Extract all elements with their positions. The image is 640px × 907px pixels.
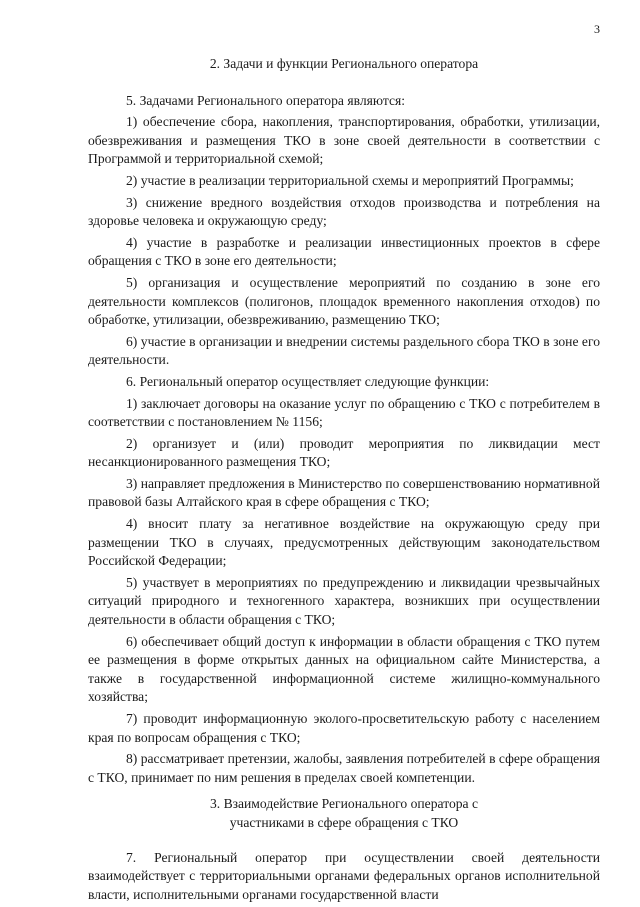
paragraph: 4) вносит плату за негативное воздействие на окружающую среду при размещении ТКО в случаях, предусмотренных действующим законодательством Российской Федерации; [88,516,600,569]
document-body [88,55,600,907]
paragraph: 7) проводит информационную эколого-просветительскую работу с населением края по вопросам обращения с ТКО; [88,711,600,745]
section-3-title-line-2: участниками в сфере обращения с ТКО [229,814,459,830]
section-3-title-line-1: 3. Взаимодействие Регионального оператора с [209,796,479,812]
paragraph: 8) рассматривает претензии, жалобы, заявления потребителей в сфере обращения с ТКО, принимает по ним решения в пределах своей компетенции. [88,751,601,785]
paragraph: 6. Региональный оператор осуществляет следующие функции: [126,373,490,389]
section-3-title [88,795,600,832]
paragraph: 2) организует и (или) проводит мероприятия по ликвидации мест несанкционированного размещения ТКО; [88,435,600,470]
paragraph: 7. Региональный оператор при осуществлении своей деятельности взаимодействует с территориальными органами федеральных органов исполнительной власти, исполнительными органами государственной власти [88,849,600,902]
paragraph: 6) участие в организации и внедрении системы раздельного сбора ТКО в зоне его деятельности. [88,333,600,368]
paragraph: 1) заключает договоры на оказание услуг по обращению с ТКО с потребителем в соответствии с постановлением № 1156; [88,395,600,430]
page-number: 3 [594,22,600,36]
paragraph: 2) участие в реализации территориальной схемы и мероприятий Программы; [126,172,574,188]
section-2-title: 2. Задачи и функции Регионального оператора [209,56,479,71]
paragraph: 5) участвует в мероприятиях по предупреждению и ликвидации чрезвычайных ситуаций природного и техногенного характера, возникших при осуществлении деятельности в области обращения с ТКО; [88,574,600,628]
paragraph: 5. Задачами Регионального оператора являются: [126,92,406,108]
paragraph: 3) направляет предложения в Министерство по совершенствованию нормативной правовой базы Алтайского края в сфере обращения с ТКО; [88,475,600,510]
paragraph: 3) снижение вредного воздействия отходов производства и потребления на здоровье человека и окружающую среду; [88,194,600,229]
paragraph: 5) организация и осуществление мероприятий по созданию в зоне его деятельности комплексов (полигонов, площадок временного накопления отходов) по обработке, утилизации, обезвреживанию, размещению ТКО; [88,274,600,328]
paragraph: 6) обеспечивает общий доступ к информации в области обращения с ТКО путем ее размещения в форме открытых данных на официальном сайте Министерства, а также в государственной информационной системе жилищно-коммунального хозяйства; [88,633,600,705]
paragraph: 4) участие в разработке и реализации инвестиционных проектов в сфере обращения с ТКО в зоне его деятельности; [88,234,600,269]
paragraph: 1) обеспечение сбора, накопления, транспортирования, обработки, утилизации, обезвреживания и размещения ТКО в зоне своей деятельности в соответствии с Программой и территориальной схемой; [88,114,600,167]
